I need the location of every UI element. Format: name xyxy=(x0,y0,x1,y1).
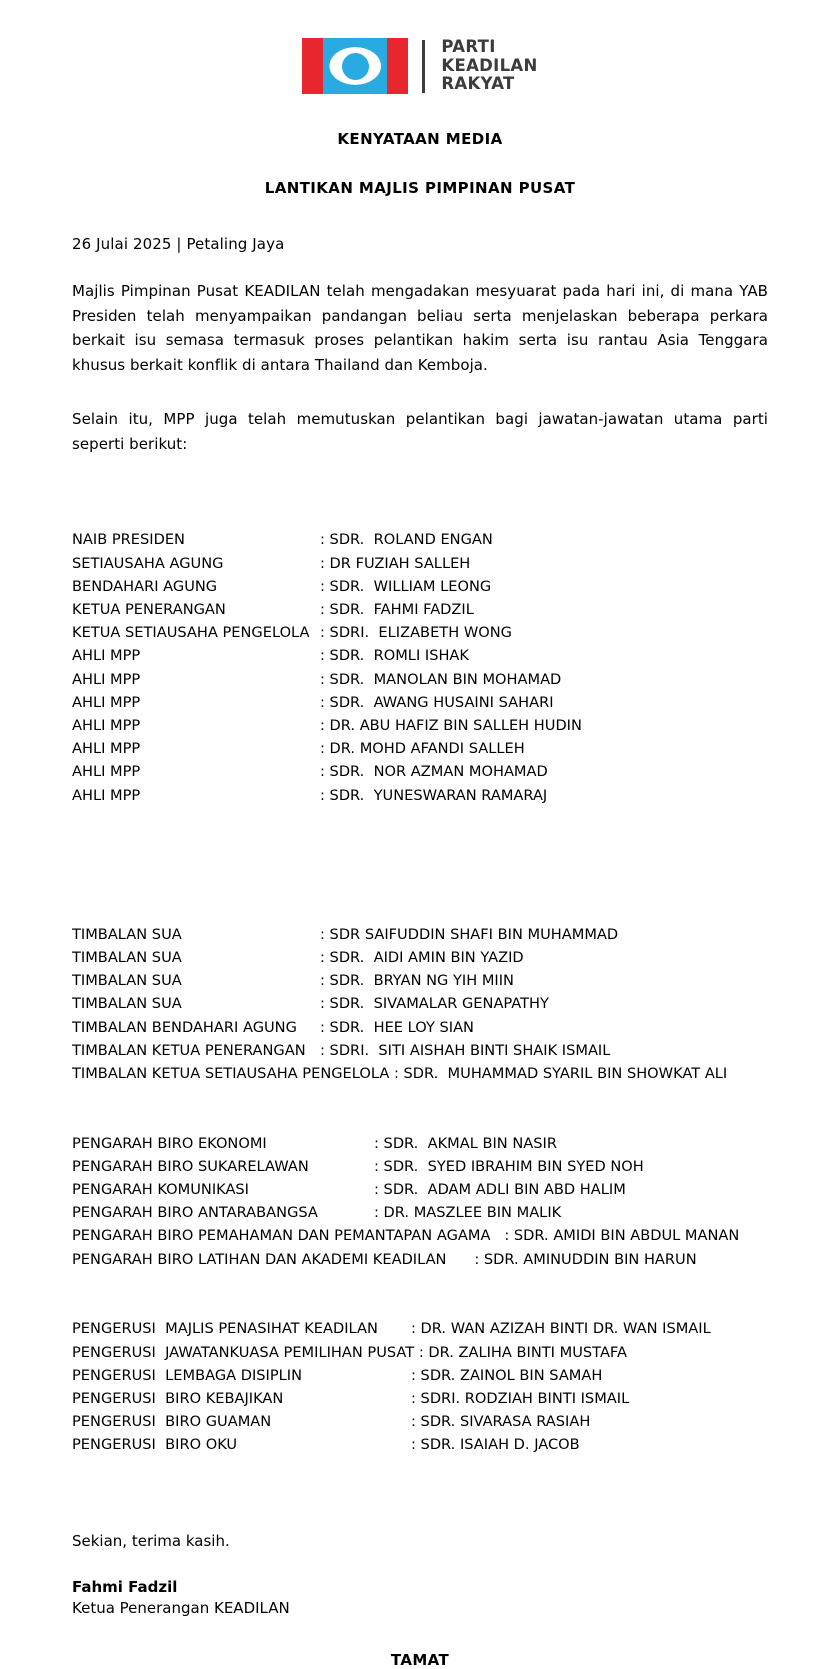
appointment-row xyxy=(72,598,768,621)
appointment-name: : SDR. SYED IBRAHIM BIN SYED NOH xyxy=(374,1157,644,1175)
party-logo xyxy=(72,0,768,100)
appointment-group-4 xyxy=(72,1317,768,1456)
appointment-name: : SDR. ZAINOL BIN SAMAH xyxy=(411,1366,603,1384)
appointment-row xyxy=(72,1364,768,1387)
logo-wordmark-line-2: KEADILAN xyxy=(441,55,538,75)
appointment-name: : SDR. BRYAN NG YIH MIIN xyxy=(320,972,514,990)
appointment-position: PENGARAH BIRO LATIHAN DAN AKADEMI KEADILAN xyxy=(72,1250,475,1268)
dateline: 26 Julai 2025 | Petaling Jaya xyxy=(72,235,285,253)
appointment-row xyxy=(72,1039,768,1062)
flag-blue-field xyxy=(323,38,387,94)
appointment-position: PENGARAH BIRO PEMAHAMAN DAN PEMANTAPAN AGAMA xyxy=(72,1227,505,1245)
appointment-position: TIMBALAN BENDAHARI AGUNG xyxy=(72,1018,307,1036)
appointment-position: PENGERUSI JAWATANKUASA PEMILIHAN PUSAT xyxy=(72,1343,419,1361)
appointment-position: NAIB PRESIDEN xyxy=(72,531,185,549)
appointment-name: : SDR. MANOLAN BIN MOHAMAD xyxy=(320,670,562,688)
appointment-row xyxy=(72,784,768,807)
appointment-row xyxy=(72,1178,768,1201)
eye-icon xyxy=(329,47,381,85)
appointment-position: AHLI MPP xyxy=(72,693,141,711)
appointment-row xyxy=(72,1201,768,1224)
appointment-name: : SDR. ISAIAH D. JACOB xyxy=(411,1436,580,1454)
flag-red-left-bar xyxy=(302,38,323,94)
appointment-row xyxy=(72,528,768,551)
appointment-name: : DR. ZALIHA BINTI MUSTAFA xyxy=(418,1343,627,1361)
appointment-name: : SDR. ADAM ADLI BIN ABD HALIM xyxy=(374,1181,626,1199)
appointment-name: : SDR SAIFUDDIN SHAFI BIN MUHAMMAD xyxy=(320,925,619,943)
appointment-list xyxy=(72,482,768,1503)
appointment-name: : SDR. HEE LOY SIAN xyxy=(320,1018,474,1036)
appointment-row xyxy=(72,714,768,737)
appointment-position: AHLI MPP xyxy=(72,670,141,688)
appointment-position: PENGERUSI BIRO GUAMAN xyxy=(72,1413,272,1431)
page-title: KENYATAAN MEDIA xyxy=(337,130,503,148)
logo-wordmark-line-3: RAKYAT xyxy=(441,74,515,94)
appointment-row xyxy=(72,552,768,575)
appointment-name: : SDRI. RODZIAH BINTI ISMAIL xyxy=(411,1389,630,1407)
appointment-name: : DR FUZIAH SALLEH xyxy=(320,554,471,572)
appointment-name: : SDR. AIDI AMIN BIN YAZID xyxy=(320,949,524,967)
appointment-row xyxy=(72,668,768,691)
appointment-row xyxy=(72,691,768,714)
appointment-position: AHLI MPP xyxy=(72,763,141,781)
flag-red-right-bar xyxy=(387,38,408,94)
appointment-name: : SDR. ROMLI ISHAK xyxy=(320,647,469,665)
appointment-row xyxy=(72,1155,768,1178)
appointment-name: : SDR. SIVAMALAR GENAPATHY xyxy=(320,995,549,1013)
appointment-name: : SDR. ROLAND ENGAN xyxy=(320,531,493,549)
appointment-position: TIMBALAN KETUA SETIAUSAHA PENGELOLA xyxy=(72,1065,394,1083)
appointment-position: TIMBALAN SUA xyxy=(72,949,182,967)
appointment-name: : SDR. AKMAL BIN NASIR xyxy=(374,1134,557,1152)
appointment-row xyxy=(72,760,768,783)
logo-inner xyxy=(302,38,537,94)
appointment-position: AHLI MPP xyxy=(72,647,141,665)
appointment-position: BENDAHARI AGUNG xyxy=(72,577,218,595)
appointment-position: TIMBALAN KETUA PENERANGAN xyxy=(72,1041,315,1059)
appointment-position: TIMBALAN SUA xyxy=(72,972,182,990)
appointment-name: : DR. ABU HAFIZ BIN SALLEH HUDIN xyxy=(320,717,582,735)
logo-wordmark-line-1: PARTI xyxy=(441,37,496,57)
appointment-group-2 xyxy=(72,923,768,1085)
appointment-position: PENGARAH BIRO SUKARELAWAN xyxy=(72,1157,309,1175)
appointment-position: KETUA SETIAUSAHA PENGELOLA xyxy=(72,624,315,642)
closing-text: Sekian, terima kasih. xyxy=(72,1531,230,1550)
appointment-position: PENGERUSI MAJLIS PENASIHAT KEADILAN xyxy=(72,1320,378,1338)
appointment-position: PENGARAH KOMUNIKASI xyxy=(72,1181,249,1199)
appointment-name: : SDR. NOR AZMAN MOHAMAD xyxy=(320,763,548,781)
appointment-row xyxy=(72,1016,768,1039)
appointment-position: AHLI MPP xyxy=(72,740,141,758)
logo-divider xyxy=(422,40,425,93)
appointment-row xyxy=(72,1132,768,1155)
appointment-name: : SDR. AMINUDDIN BIN HARUN xyxy=(474,1250,697,1268)
appointment-name: : SDR. SIVARASA RASIAH xyxy=(411,1413,591,1431)
keadilan-flag-icon xyxy=(302,38,408,94)
signer-name: Fahmi Fadzil xyxy=(72,1577,178,1596)
appointment-position: PENGERUSI BIRO KEBAJIKAN xyxy=(72,1389,284,1407)
end-marker: TAMAT xyxy=(390,1650,450,1669)
paragraph-1: Majlis Pimpinan Pusat KEADILAN telah mengadakan mesyuarat pada hari ini, di mana YAB Presiden telah menyampaikan pandangan beliau serta menjelaskan beberapa perkara berkait isu semasa termasuk proses pelantikan hakim serta isu rantau Asia Tenggara khusus berkait konflik di antara Thailand dan Kemboja. xyxy=(72,282,768,374)
appointment-position: PENGARAH BIRO ANTARABANGSA xyxy=(72,1204,318,1222)
eye-pupil-icon xyxy=(342,53,369,80)
appointment-row xyxy=(72,1387,768,1410)
appointment-row xyxy=(72,992,768,1015)
appointment-position: AHLI MPP xyxy=(72,717,141,735)
appointment-position: AHLI MPP xyxy=(72,786,141,804)
appointment-row xyxy=(72,1248,768,1271)
appointment-name: : SDR. YUNESWARAN RAMARAJ xyxy=(320,786,548,804)
appointment-position: PENGARAH BIRO EKONOMI xyxy=(72,1134,267,1152)
appointment-row xyxy=(72,621,768,644)
appointment-row xyxy=(72,1433,768,1456)
appointment-row xyxy=(72,1062,768,1085)
appointment-row xyxy=(72,1224,768,1247)
appointment-name: : SDR. FAHMI FADZIL xyxy=(320,601,474,619)
appointment-position: TIMBALAN SUA xyxy=(72,925,182,943)
page-subtitle: LANTIKAN MAJLIS PIMPINAN PUSAT xyxy=(264,179,576,197)
appointment-row xyxy=(72,1317,768,1340)
appointment-position: SETIAUSAHA AGUNG xyxy=(72,554,224,572)
appointment-name: : SDR. AMIDI BIN ABDUL MANAN xyxy=(504,1227,740,1245)
appointment-group-1 xyxy=(72,528,768,806)
appointment-row xyxy=(72,946,768,969)
appointment-name: : SDR. MUHAMMAD SYARIL BIN SHOWKAT ALI xyxy=(393,1065,728,1083)
logo-wordmark xyxy=(441,38,537,94)
appointment-row xyxy=(72,969,768,992)
appointment-row xyxy=(72,923,768,946)
appointment-name: : SDR. AWANG HUSAINI SAHARI xyxy=(320,693,554,711)
appointment-name: : DR. MOHD AFANDI SALLEH xyxy=(320,740,525,758)
appointment-position: KETUA PENERANGAN xyxy=(72,601,226,619)
appointment-name: : DR. WAN AZIZAH BINTI DR. WAN ISMAIL xyxy=(411,1320,711,1338)
appointment-name: : DR. MASZLEE BIN MALIK xyxy=(374,1204,562,1222)
appointment-row xyxy=(72,575,768,598)
appointment-name: : SDRI. SITI AISHAH BINTI SHAIK ISMAIL xyxy=(320,1041,611,1059)
appointment-row xyxy=(72,737,768,760)
appointment-position: PENGERUSI LEMBAGA DISIPLIN xyxy=(72,1366,303,1384)
appointment-name: : SDR. WILLIAM LEONG xyxy=(320,577,492,595)
appointment-position: TIMBALAN SUA xyxy=(72,995,182,1013)
signer-role: Ketua Penerangan KEADILAN xyxy=(72,1598,290,1617)
appointment-row xyxy=(72,644,768,667)
appointment-row xyxy=(72,1341,768,1364)
paragraph-2: Selain itu, MPP juga telah memutuskan pelantikan bagi jawatan-jawatan utama parti seperti berikut: xyxy=(72,410,768,453)
appointment-group-3 xyxy=(72,1132,768,1271)
appointment-position: PENGERUSI BIRO OKU xyxy=(72,1436,238,1454)
appointment-row xyxy=(72,1410,768,1433)
group-spacer-1 xyxy=(72,853,768,876)
appointment-name: : SDRI. ELIZABETH WONG xyxy=(320,624,512,642)
